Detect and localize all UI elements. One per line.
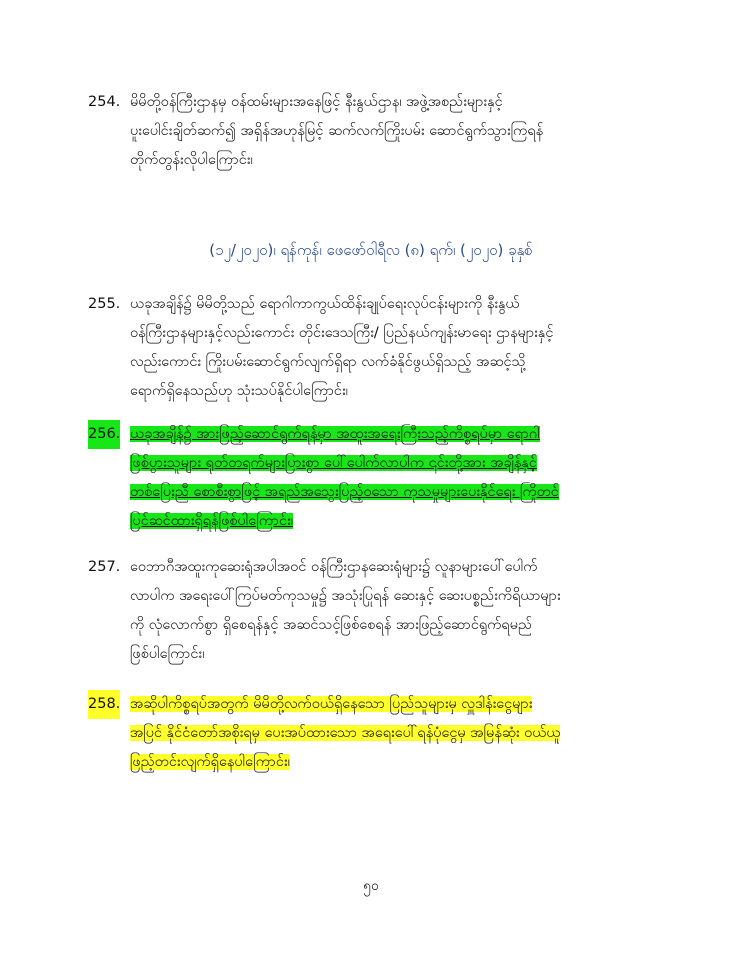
paragraph-number: 258. [88,690,120,719]
highlighted-text: အဆိုပါကိစ္စရပ်အတွက် မိမိတို့လက်ဝယ်ရှိနေသော ပြည်သူများမှ လှူဒါန်းငွေများ [130,696,533,712]
paragraph-254 [88,88,678,175]
paragraph-line: ယခုအချိန်၌ မိမိတို့သည် ရောဂါကာကွယ်ထိန်းချုပ်ရေးလုပ်ငန်းများကို နီးနွယ် [130,296,520,312]
paragraph-number: 256. [88,420,120,449]
paragraph-line [88,748,678,777]
paragraph-258-highlighted [88,690,678,777]
paragraph-line: မိမိတို့ဝန်ကြီးဌာနမှ ဝန်ထမ်းများအနေဖြင့် နီးနွယ်ဌာန၊ အဖွဲ့အစည်းများနှင့် [130,94,503,110]
paragraph-line: တိုက်တွန်းလိုပါကြောင်း၊ [130,152,253,168]
paragraph-line [88,449,678,478]
paragraph-line: ရောက်ရှိနေသည်ဟု သုံးသပ်နိုင်ပါကြောင်း၊ [130,383,348,399]
paragraph-line: ဝေဘာဂီအထူးကုဆေးရုံအပါအဝင် ဝန်ကြီးဌာနဆေးရုံများ၌ လူနာများပေါ်ပေါက် [130,559,538,575]
paragraph-line: ကို လုံလောက်စွာ ရှိစေရန်နှင့် အဆင်သင့်ဖြစ်စေရန် အားဖြည့်ဆောင်ရွက်ရမည် [130,617,533,633]
highlighted-text: တစ်ပြေးညီ စောစီးစွာဖြင့် အရည်အသွေးပြည့်ဝသော ကုသမှုများပေးနိုင်ရေး ကြိုတင် [130,484,559,500]
paragraph-line [88,478,678,507]
paragraph-line [88,420,678,449]
highlighted-text: အပြင် နိုင်ငံတော်အစိုးရမှ ပေးအပ်ထားသော အရေးပေါ်ရန်ပုံငွေမှ အမြန်ဆုံး ဝယ်ယူ [130,725,561,741]
highlighted-text: ဖြစ်ပွားသူများ ရုတ်တရက်များပြားစွာ ပေါ်ပေါက်လာပါက ၎င်းတို့အား အချိန်နှင့် [130,455,537,471]
paragraph-256-highlighted [88,420,678,536]
paragraph-line: လည်းကောင်း ကြိုးပမ်းဆောင်ရွက်လျက်ရှိရာ လက်ခံနိုင်ဖွယ်ရှိသည့် အဆင့်သို့ [130,354,526,370]
paragraph-number: 254. [88,94,121,110]
paragraph-line: လာပါက အရေးပေါ်ကြပ်မတ်ကုသမှု၌ အသုံးပြုရန် ဆေးနှင့် ဆေးပစ္စည်းကိရိယာများ [130,588,561,604]
paragraph-line [88,690,678,719]
paragraph-number: 257. [88,559,121,575]
highlighted-text: ဖြည့်တင်းလျက်ရှိနေပါကြောင်း၊ [130,754,290,770]
paragraph-line: ဖြစ်ပါကြောင်း၊ [130,646,205,662]
section-heading: (၁၂/၂၀၂၀)၊ ရန်ကုန်၊ ဖေဖော်ဝါရီလ (၈) ရက်၊ (၂၀၂၀) ခုနှစ် [209,241,533,259]
highlighted-text: ယခုအချိန်၌ အားဖြည့်ဆောင်ရွက်ရန်မှာ အထူးအရေးကြီးသည့်ကိစ္စရပ်မှာ ရောဂါ [130,426,540,442]
paragraph-line: ဝန်ကြီးဌာနများနှင့်လည်းကောင်း တိုင်းဒေသကြီး/ ပြည်နယ်ကျန်းမာရေး ဌာနများနှင့် [130,325,554,341]
paragraph-line [88,719,678,748]
paragraph-255 [88,290,678,406]
paragraph-number: 255. [88,296,121,312]
paragraph-line [88,507,678,536]
paragraph-line: ပူးပေါင်းချိတ်ဆက်၍ အရှိန်အဟုန်မြင့် ဆက်လက်ကြိုးပမ်း ဆောင်ရွက်သွားကြရန် [130,123,544,139]
page-number: ၅၀ [363,878,379,894]
highlighted-text: ပြင်ဆင်ထားရှိရန်ဖြစ်ပါကြောင်း၊ [130,513,294,529]
paragraph-257 [88,553,678,669]
